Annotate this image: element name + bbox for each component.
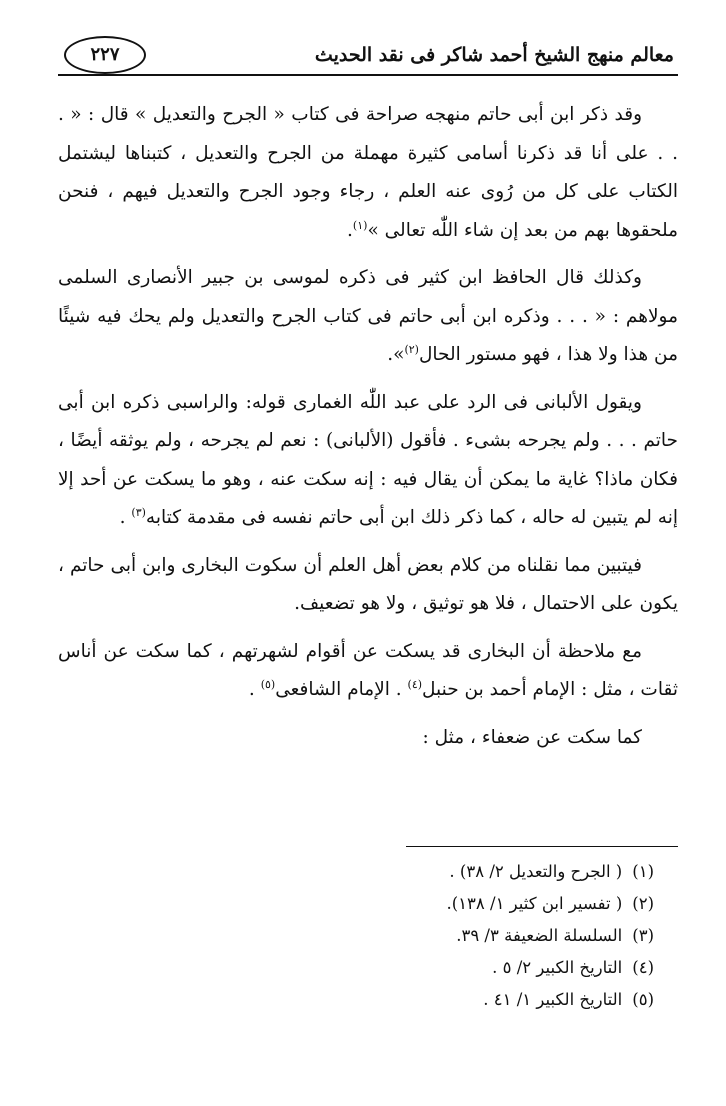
footnotes [100, 856, 654, 1016]
paragraph-text: كما سكت عن ضعفاء ، مثل : [422, 726, 642, 748]
paragraph [58, 547, 678, 624]
paragraph-text: مع ملاحظة أن البخارى قد يسكت عن أقوام لشهرتهم ، كما سكت عن أناس ثقات ، مثل : الإمام أحمد بن حنبل [58, 640, 678, 700]
footnote-marker: (٣) [131, 505, 146, 519]
paragraph [58, 259, 678, 375]
paragraph [58, 633, 678, 710]
footnote [100, 952, 654, 984]
page-header [58, 34, 678, 76]
footnote [100, 888, 654, 920]
footnote-text: ( تفسير ابن كثير ١/ ١٣٨). [446, 894, 623, 913]
footnote-marker: (٥) [260, 677, 276, 691]
footnote [100, 984, 654, 1016]
footnote-number: (٢) [632, 894, 654, 913]
paragraph-tail: . [347, 219, 353, 241]
paragraph-tail: . الإمام الشافعى [275, 679, 408, 700]
footnote-text: التاريخ الكبير ٢/ ٥ . [492, 958, 623, 977]
footnote-text: السلسلة الضعيفة ٣/ ٣٩. [456, 926, 623, 945]
footnote-text: التاريخ الكبير ١/ ٤١ . [483, 990, 623, 1009]
footnote-number: (٣) [632, 926, 654, 945]
page-number-oval: ٢٢٧ [64, 36, 146, 74]
paragraph-text: فيتبين مما نقلناه من كلام بعض أهل العلم أن سكوت البخارى وابن أبى حاتم ، يكون على الاحتمال ، فلا هو توثيق ، ولا هو تضعيف. [58, 554, 678, 614]
footnote-marker: (٤) [407, 677, 423, 691]
main-text [58, 96, 678, 766]
paragraph-text: وكذلك قال الحافظ ابن كثير فى ذكره لموسى بن جبير الأنصارى السلمى مولاهم : « . . . وذكره ابن أبى حاتم فى كتاب الجرح والتعديل ولم يحك فيه شيئًا من هذا ولا هذا ، فهو مستور الحال [58, 267, 678, 365]
paragraph-text: وقد ذكر ابن أبى حاتم منهجه صراحة فى كتاب « الجرح والتعديل » قال : « . . . على أنا قد ذكرنا أسامى كثيرة مهملة من الجرح والتعديل ، كتبناها ليشتمل الكتاب على كل من رُوى عنه العلم ، رجاء وجود الجرح والتعديل فيهم ، فنحن ملحقوها بهم من بعد إن شاء اللّٰه تعالى » [58, 104, 678, 241]
paragraph-tail: . [248, 679, 261, 700]
running-title: معالم منهج الشيخ أحمد شاكر فى نقد الحديث [314, 44, 674, 66]
paragraph [58, 384, 678, 538]
footnote-number: (١) [632, 862, 654, 881]
footnote-marker: (١) [352, 218, 368, 232]
footnote [100, 920, 654, 952]
footnote-number: (٥) [632, 990, 654, 1009]
paragraph-text: ويقول الألبانى فى الرد على عبد اللّٰه الغمارى قوله: والراسبى ذكره ابن أبى حاتم . . . ولم يجرحه بشىء . فأقول (الألبانى) : نعم لم يجرحه ، ولم يوثقه أيضًا ، فكان ماذا؟ غاية ما يمكن أن يقال فيه : إنه سكت عنه ، وهو ما يسكت عن أحد إلا إنه لم يتبين له حاله ، كما ذكر ذلك ابن أبى حاتم نفسه فى مقدمة كتابه [58, 391, 678, 528]
paragraph-tail: . [119, 507, 132, 528]
paragraph-tail: ». [387, 344, 405, 365]
footnote-text: ( الجرح والتعديل ٢/ ٣٨) . [449, 862, 623, 881]
footnote-marker: (٢) [404, 342, 419, 356]
paragraph [58, 96, 678, 250]
footnote-separator [406, 846, 678, 847]
footnote [100, 856, 654, 888]
footnote-number: (٤) [632, 958, 654, 977]
paragraph [58, 719, 678, 758]
